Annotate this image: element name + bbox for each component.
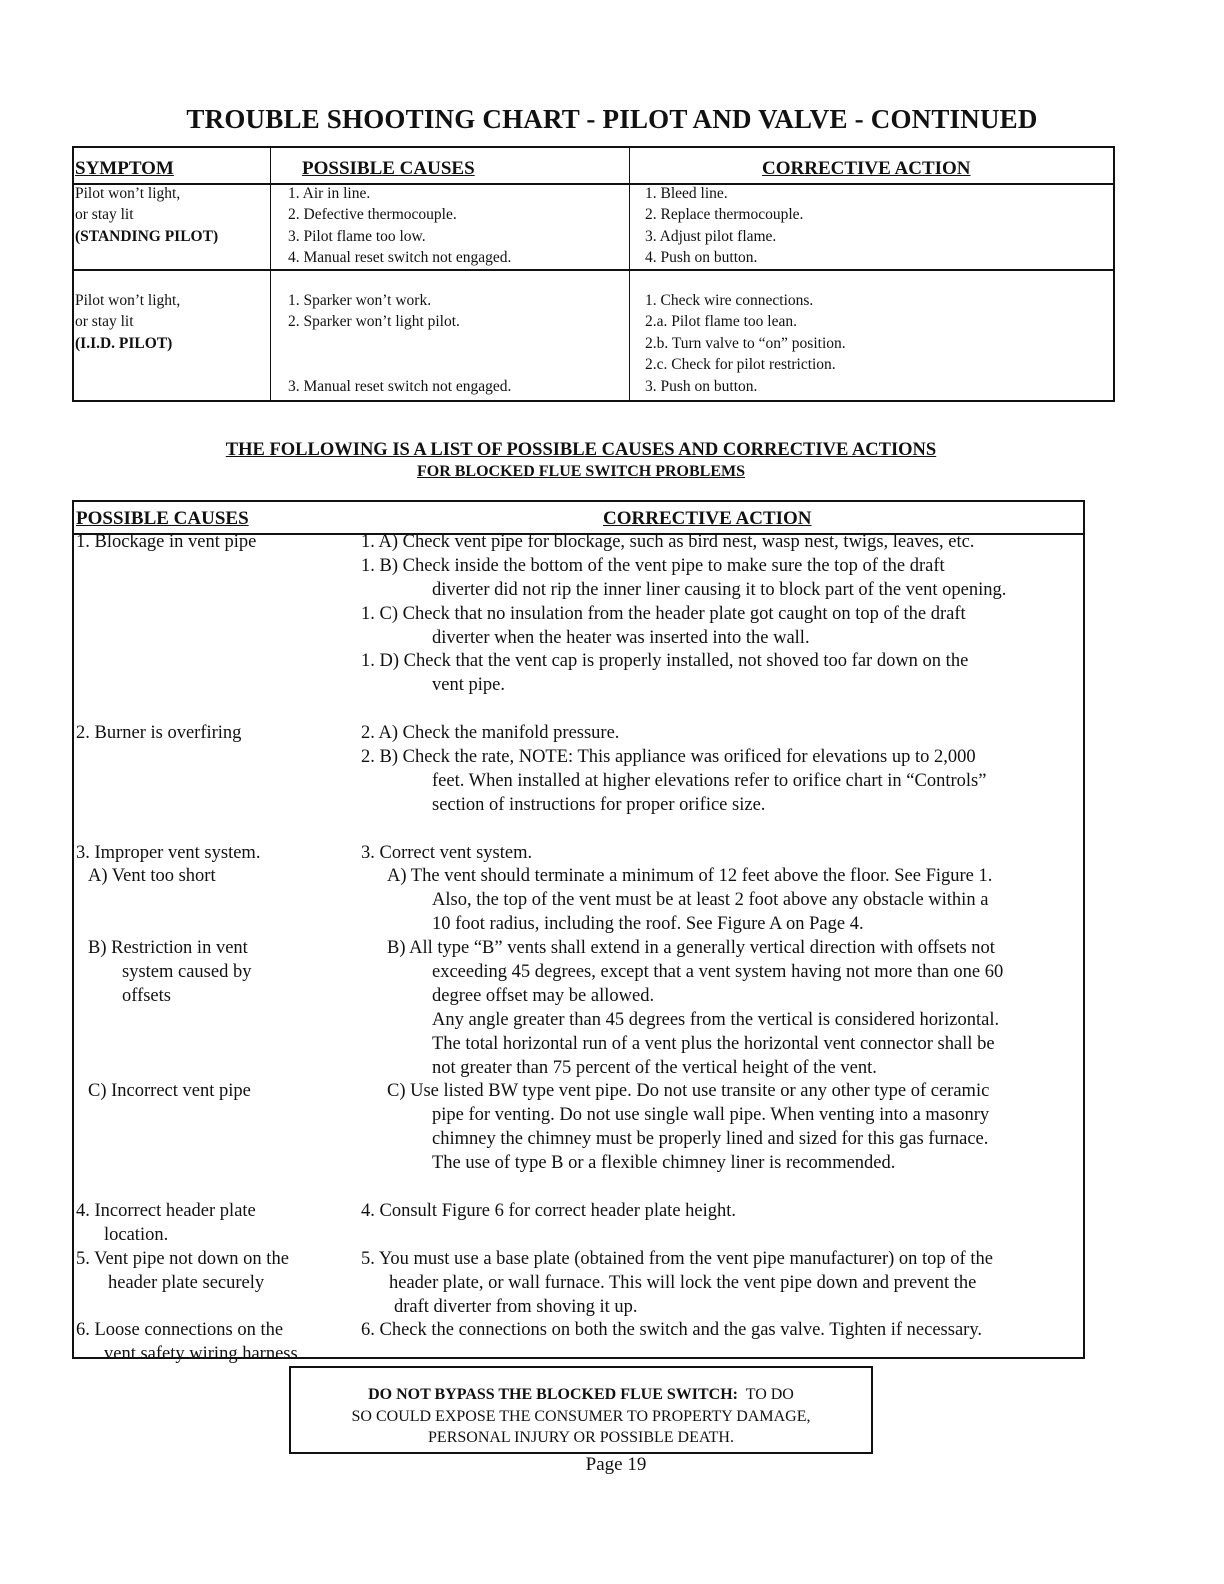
column-divider [270, 148, 271, 400]
row-divider [74, 269, 1113, 271]
symptom-line: Pilot won’t light, [75, 292, 181, 309]
cause-item: 3. Pilot flame too low. [288, 227, 426, 245]
action-line: feet. When installed at higher elevations refer to orifice chart in “Controls” [432, 770, 987, 791]
cause-line: offsets [122, 985, 171, 1006]
action-line: The total horizontal run of a vent plus the horizontal vent connector shall be [432, 1033, 995, 1054]
warning-line [291, 1384, 871, 1406]
cause-item [288, 333, 511, 354]
header-divider [74, 183, 1113, 185]
header-symptom: SYMPTOM [75, 158, 174, 179]
action-line: 1. B) Check inside the bottom of the vent pipe to make sure the top of the draft [361, 555, 945, 576]
action-line: 1. D) Check that the vent cap is properly installed, not shoved too far down on the [361, 651, 969, 672]
cause-item: 2. Defective thermocouple. [288, 206, 457, 224]
action-line: not greater than 75 percent of the vertical height of the vent. [432, 1057, 877, 1078]
cause-item: 1. Air in line. [288, 185, 371, 202]
symptom-cell [75, 183, 218, 247]
cause-item: 4. Manual reset switch not engaged. [288, 249, 512, 267]
cause-item: 1. Sparker won’t work. [288, 292, 432, 309]
warning-bold: DO NOT BYPASS THE BLOCKED FLUE SWITCH: [368, 1386, 738, 1403]
section-subheading: FOR BLOCKED FLUE SWITCH PROBLEMS [416, 463, 746, 480]
symptom-type: (I.I.D. PILOT) [75, 334, 173, 352]
action-line: A) The vent should terminate a minimum of 12 feet above the floor. See Figure 1. [387, 866, 993, 887]
column-divider [629, 148, 630, 400]
cause-line: 2. Burner is overfiring [76, 723, 242, 744]
action-line: section of instructions for proper orifice size. [432, 794, 766, 815]
action-item: 2. Replace thermocouple. [645, 206, 804, 224]
cause-line: 3. Improper vent system. [76, 842, 261, 863]
cause-line: location. [104, 1224, 169, 1245]
cause-line: 4. Incorrect header plate [76, 1200, 256, 1221]
warning-text: TO DO [745, 1386, 794, 1403]
action-line: draft diverter from shoving it up. [394, 1296, 638, 1317]
action-line: 4. Consult Figure 6 for correct header plate height. [361, 1200, 737, 1221]
section-heading: THE FOLLOWING IS A LIST OF POSSIBLE CAUSES AND CORRECTIVE ACTIONS [225, 440, 937, 460]
action-line: Any angle greater than 45 degrees from the vertical is considered horizontal. [432, 1009, 1000, 1030]
action-line: 2. A) Check the manifold pressure. [361, 723, 620, 744]
warning-box [289, 1366, 873, 1454]
action-line: 6. Check the connections on both the switch and the gas valve. Tighten if necessary. [361, 1320, 982, 1341]
action-line: diverter did not rip the inner liner causing it to block part of the vent opening. [432, 579, 1007, 600]
causes-cell [288, 183, 511, 269]
cause-line: A) Vent too short [88, 866, 216, 887]
cause-item: 2. Sparker won’t light pilot. [288, 313, 460, 331]
action-line: degree offset may be allowed. [432, 985, 655, 1006]
warning-line: SO COULD EXPOSE THE CONSUMER TO PROPERTY DAMAGE, [351, 1407, 811, 1425]
action-line: vent pipe. [432, 675, 505, 696]
action-line: 1. C) Check that no insulation from the header plate got caught on top of the draft [361, 603, 966, 624]
action-item: 2.a. Pilot flame too lean. [645, 313, 797, 331]
action-line: chimney the chimney must be properly lined and sized for this gas furnace. [432, 1129, 989, 1150]
causes-cell [288, 290, 511, 397]
cause-line: 1. Blockage in vent pipe [76, 532, 257, 552]
symptom-cell [75, 290, 180, 354]
action-item: 1. Bleed line. [645, 185, 728, 202]
action-line: diverter when the heater was inserted into the wall. [432, 627, 810, 648]
actions-cell [645, 183, 803, 269]
warning-line: PERSONAL INJURY OR POSSIBLE DEATH. [428, 1429, 734, 1446]
action-item: 3. Push on button. [645, 377, 758, 395]
action-item: 3. Adjust pilot flame. [645, 227, 777, 245]
action-line: 3. Correct vent system. [361, 842, 533, 863]
action-item: 4. Push on button. [645, 249, 758, 267]
action-line: 1. A) Check vent pipe for blockage, such as bird nest, wasp nest, twigs, leaves, etc. [361, 532, 975, 552]
cause-line: 5. Vent pipe not down on the [76, 1248, 289, 1269]
header-corrective-action: CORRECTIVE ACTION [603, 508, 812, 529]
page-title: TROUBLE SHOOTING CHART - PILOT AND VALVE - CONTINUED [186, 104, 1038, 134]
actions-cell [645, 290, 846, 397]
action-line: header plate, or wall furnace. This will lock the vent pipe down and prevent the [389, 1272, 977, 1293]
action-item: 2.b. Turn valve to “on” position. [645, 334, 846, 352]
symptom-line: or stay lit [75, 206, 134, 224]
cause-line: header plate securely [108, 1272, 265, 1293]
cause-item: 3. Manual reset switch not engaged. [288, 377, 512, 395]
action-line: The use of type B or a flexible chimney liner is recommended. [432, 1153, 896, 1174]
action-line: pipe for venting. Do not use single wall pipe. When venting into a masonry [432, 1105, 990, 1126]
action-line: 5. You must use a base plate (obtained from the vent pipe manufacturer) on top of the [361, 1248, 993, 1269]
page-number: Page 19 [585, 1454, 647, 1475]
action-item: 2.c. Check for pilot restriction. [645, 356, 836, 374]
action-line: B) All type “B” vents shall extend in a generally vertical direction with offsets not [387, 938, 995, 959]
symptom-type: (STANDING PILOT) [75, 227, 219, 245]
cause-line: system caused by [122, 962, 252, 983]
cause-line: B) Restriction in vent [88, 938, 248, 959]
pilot-valve-chart [72, 146, 1115, 402]
action-line: C) Use listed BW type vent pipe. Do not use transite or any other type of ceramic [387, 1081, 990, 1102]
cause-line: 6. Loose connections on the [76, 1320, 284, 1341]
causes-column [76, 531, 298, 1367]
action-line: exceeding 45 degrees, except that a vent system having not more than one 60 [432, 962, 1004, 983]
action-line: Also, the top of the vent must be at least 2 foot above any obstacle within a [432, 890, 989, 911]
actions-column [361, 531, 1006, 1343]
header-corrective-action: CORRECTIVE ACTION [762, 158, 971, 179]
symptom-line: Pilot won’t light, [75, 185, 181, 202]
header-possible-causes: POSSIBLE CAUSES [302, 158, 475, 179]
action-line: 2. B) Check the rate, NOTE: This appliance was orificed for elevations up to 2,000 [361, 747, 976, 768]
header-possible-causes: POSSIBLE CAUSES [76, 508, 249, 529]
cause-line: C) Incorrect vent pipe [88, 1081, 251, 1102]
action-item: 1. Check wire connections. [645, 292, 814, 309]
blocked-flue-chart [72, 500, 1085, 1365]
symptom-line: or stay lit [75, 313, 134, 331]
cause-line: vent safety wiring harness [104, 1344, 298, 1365]
cause-item [288, 354, 511, 375]
action-line: 10 foot radius, including the roof. See Figure A on Page 4. [432, 914, 864, 935]
